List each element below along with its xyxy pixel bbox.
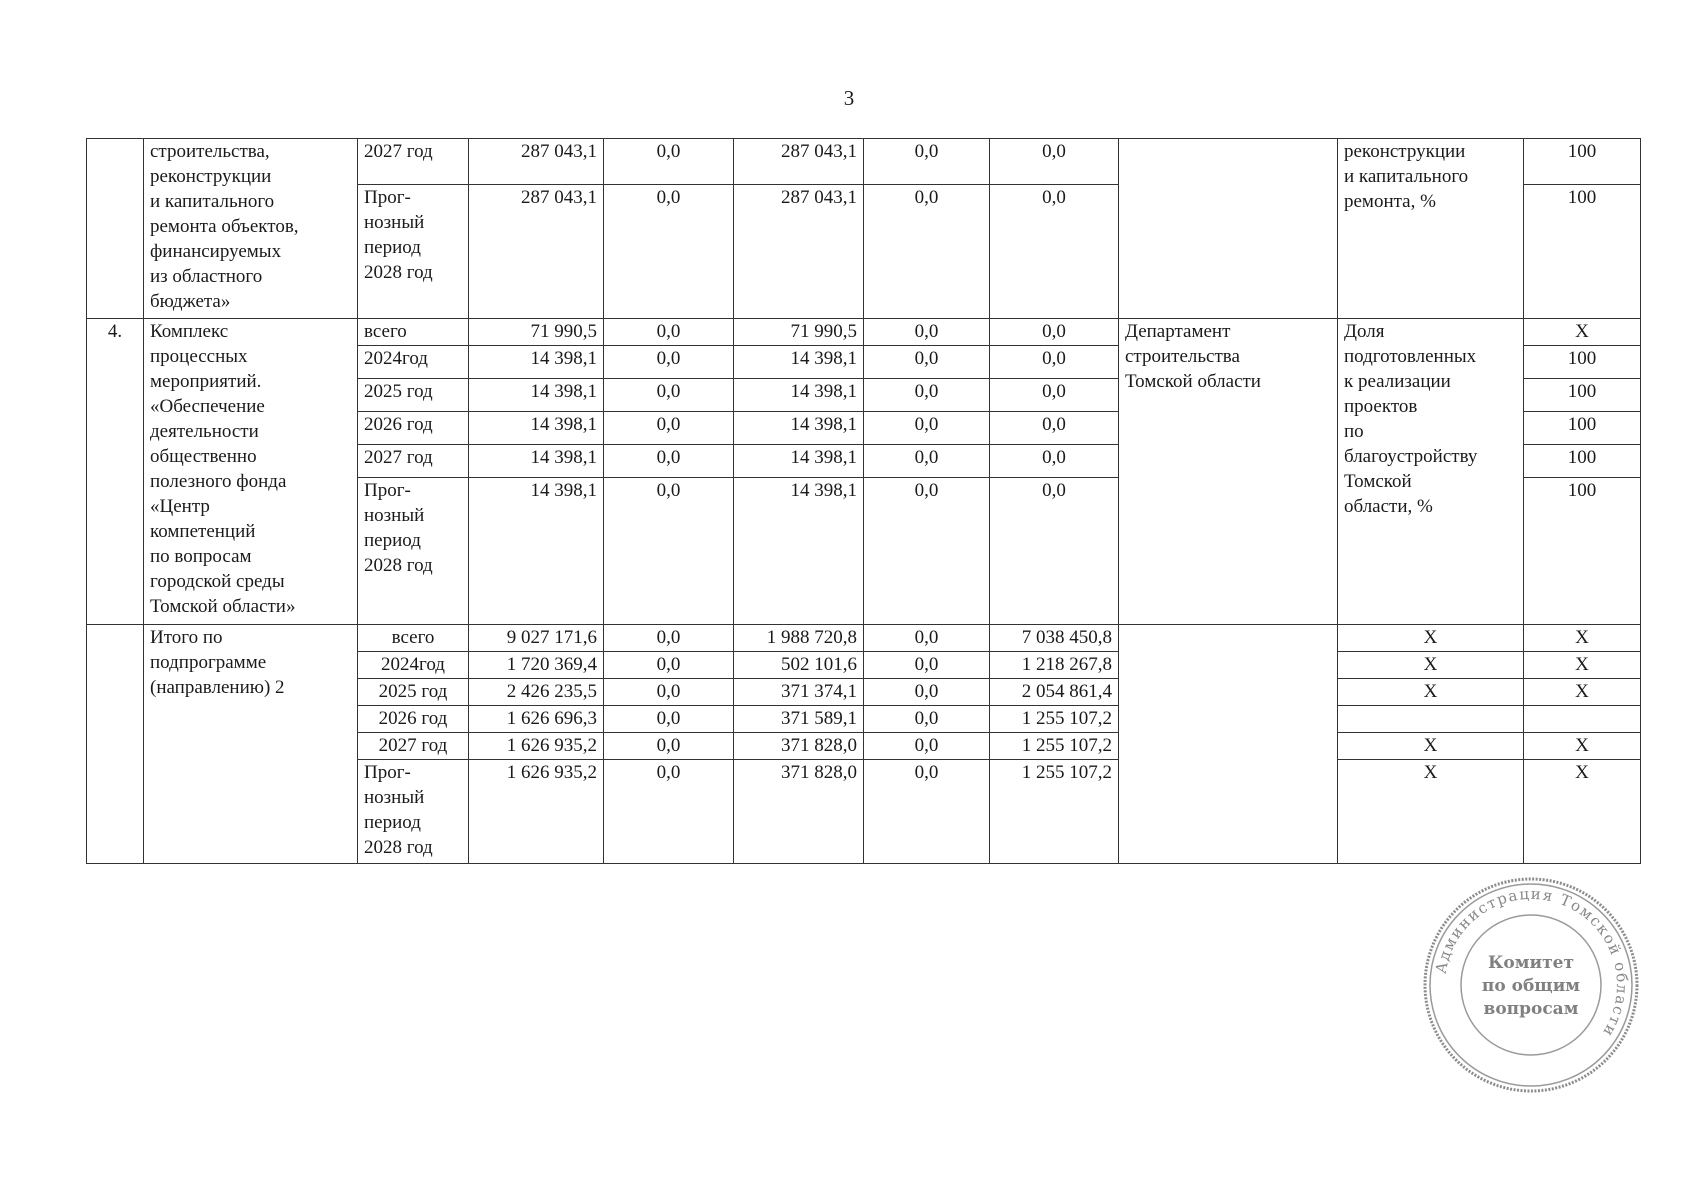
total-cell: 2 426 235,5 bbox=[469, 679, 604, 706]
period-label: 2027 год bbox=[378, 735, 448, 756]
regional-cell: 371 828,0 bbox=[734, 760, 864, 864]
federal-cell: 0,0 bbox=[604, 760, 734, 864]
indicator-value-cell bbox=[1524, 706, 1641, 733]
table-row bbox=[87, 319, 1641, 346]
federal-cell: 0,0 bbox=[604, 139, 734, 185]
indicator-value-cell: 100 bbox=[1524, 139, 1641, 185]
regional-cell: 502 101,6 bbox=[734, 652, 864, 679]
indicator-value-cell: 100 bbox=[1524, 445, 1641, 478]
row-index-cell bbox=[87, 139, 144, 319]
local-cell: 0,0 bbox=[864, 652, 990, 679]
period-label: 2025 год bbox=[364, 381, 433, 402]
indicator-value-cell: 100 bbox=[1524, 379, 1641, 412]
period-label: всего bbox=[364, 321, 407, 342]
page-number: 3 bbox=[843, 86, 855, 110]
period-label: 2027 год bbox=[364, 447, 433, 468]
local-cell: 0,0 bbox=[864, 679, 990, 706]
federal-cell: 0,0 bbox=[604, 412, 734, 445]
regional-cell: 14 398,1 bbox=[734, 478, 864, 625]
federal-cell: 0,0 bbox=[604, 706, 734, 733]
indicator-cell: X bbox=[1338, 652, 1524, 679]
period-cell bbox=[358, 319, 469, 346]
regional-cell: 14 398,1 bbox=[734, 379, 864, 412]
seal-ring-text: Администрация Томской области bbox=[1431, 884, 1632, 1041]
local-cell: 0,0 bbox=[864, 625, 990, 652]
seal-center-line-3: вопросам bbox=[1483, 999, 1579, 1019]
regional-cell: 1 988 720,8 bbox=[734, 625, 864, 652]
total-cell: 1 626 696,3 bbox=[469, 706, 604, 733]
period-cell bbox=[358, 379, 469, 412]
official-seal-stamp bbox=[1420, 874, 1642, 1096]
local-cell: 0,0 bbox=[864, 346, 990, 379]
federal-cell: 0,0 bbox=[604, 679, 734, 706]
executor-cell bbox=[1119, 319, 1338, 625]
row-index-cell: 4. bbox=[87, 319, 144, 625]
indicator-value-cell: X bbox=[1524, 625, 1641, 652]
other-cell: 0,0 bbox=[990, 478, 1119, 625]
other-cell: 0,0 bbox=[990, 139, 1119, 185]
total-cell: 14 398,1 bbox=[469, 346, 604, 379]
federal-cell: 0,0 bbox=[604, 185, 734, 319]
indicator-value-cell: X bbox=[1524, 319, 1641, 346]
seal-center-line-2: по общим bbox=[1481, 976, 1581, 996]
total-cell: 1 626 935,2 bbox=[469, 733, 604, 760]
period-label: 2024год bbox=[381, 654, 445, 675]
period-cell bbox=[358, 445, 469, 478]
local-cell: 0,0 bbox=[864, 733, 990, 760]
local-cell: 0,0 bbox=[864, 139, 990, 185]
other-cell: 0,0 bbox=[990, 185, 1119, 319]
period-cell bbox=[358, 706, 469, 733]
period-cell bbox=[358, 346, 469, 379]
period-cell bbox=[358, 412, 469, 445]
regional-cell: 287 043,1 bbox=[734, 185, 864, 319]
local-cell: 0,0 bbox=[864, 478, 990, 625]
indicator-value-cell: X bbox=[1524, 652, 1641, 679]
activity-name: Итого по подпрограмме (направлению) 2 bbox=[150, 627, 285, 698]
federal-cell: 0,0 bbox=[604, 733, 734, 760]
regional-cell: 14 398,1 bbox=[734, 346, 864, 379]
local-cell: 0,0 bbox=[864, 706, 990, 733]
row-index-cell bbox=[87, 625, 144, 864]
indicator-value-cell: X bbox=[1524, 679, 1641, 706]
period-cell bbox=[358, 139, 469, 185]
activity-name: строительства, реконструкции и капитального ремонта объектов, финансируемых из областного бюджета» bbox=[150, 141, 299, 312]
total-cell: 287 043,1 bbox=[469, 185, 604, 319]
federal-cell: 0,0 bbox=[604, 652, 734, 679]
federal-cell: 0,0 bbox=[604, 445, 734, 478]
period-label: всего bbox=[391, 627, 435, 648]
regional-cell: 14 398,1 bbox=[734, 412, 864, 445]
other-cell: 0,0 bbox=[990, 445, 1119, 478]
total-cell: 14 398,1 bbox=[469, 379, 604, 412]
regional-cell: 371 589,1 bbox=[734, 706, 864, 733]
other-cell: 1 255 107,2 bbox=[990, 760, 1119, 864]
activity-name: Комплекс процессных мероприятий. «Обеспечение деятельности общественно полезного фонда «Центр компетенций по вопросам городской среды Томской области» bbox=[150, 321, 296, 617]
seal-center-line-1: Комитет bbox=[1487, 953, 1575, 973]
period-cell bbox=[358, 478, 469, 625]
period-cell bbox=[358, 760, 469, 864]
other-cell: 1 255 107,2 bbox=[990, 706, 1119, 733]
table-row bbox=[87, 625, 1641, 652]
period-cell bbox=[358, 733, 469, 760]
period-label: Прог- нозный период 2028 год bbox=[364, 762, 433, 858]
period-label: Прог- нозный период 2028 год bbox=[364, 480, 433, 576]
period-label: 2025 год bbox=[378, 681, 448, 702]
indicator-cell: X bbox=[1338, 679, 1524, 706]
indicator-value-cell: X bbox=[1524, 733, 1641, 760]
total-cell: 14 398,1 bbox=[469, 412, 604, 445]
period-cell bbox=[358, 625, 469, 652]
federal-cell: 0,0 bbox=[604, 346, 734, 379]
federal-cell: 0,0 bbox=[604, 319, 734, 346]
local-cell: 0,0 bbox=[864, 445, 990, 478]
other-cell: 1 255 107,2 bbox=[990, 733, 1119, 760]
activity-name-cell bbox=[144, 139, 358, 319]
indicator-value-cell: 100 bbox=[1524, 478, 1641, 625]
total-cell: 287 043,1 bbox=[469, 139, 604, 185]
local-cell: 0,0 bbox=[864, 319, 990, 346]
indicator-value-cell: 100 bbox=[1524, 185, 1641, 319]
indicator-name: Доля подготовленных к реализации проектов по благоустройству Томской области, % bbox=[1344, 321, 1478, 517]
other-cell: 2 054 861,4 bbox=[990, 679, 1119, 706]
budget-table bbox=[86, 138, 1641, 864]
local-cell: 0,0 bbox=[864, 412, 990, 445]
indicator-cell: X bbox=[1338, 760, 1524, 864]
local-cell: 0,0 bbox=[864, 760, 990, 864]
total-cell: 71 990,5 bbox=[469, 319, 604, 346]
period-label: 2026 год bbox=[378, 708, 448, 729]
period-cell bbox=[358, 652, 469, 679]
indicator-cell bbox=[1338, 139, 1524, 319]
period-cell bbox=[358, 185, 469, 319]
period-label: 2026 год bbox=[364, 414, 433, 435]
indicator-name: реконструкции и капитального ремонта, % bbox=[1344, 141, 1469, 212]
regional-cell: 71 990,5 bbox=[734, 319, 864, 346]
other-cell: 0,0 bbox=[990, 412, 1119, 445]
total-cell: 1 720 369,4 bbox=[469, 652, 604, 679]
indicator-cell bbox=[1338, 319, 1524, 625]
other-cell: 0,0 bbox=[990, 346, 1119, 379]
table-row bbox=[87, 139, 1641, 185]
period-label: 2027 год bbox=[364, 141, 433, 162]
other-cell: 0,0 bbox=[990, 319, 1119, 346]
total-cell: 14 398,1 bbox=[469, 445, 604, 478]
other-cell: 1 218 267,8 bbox=[990, 652, 1119, 679]
federal-cell: 0,0 bbox=[604, 379, 734, 412]
period-cell bbox=[358, 679, 469, 706]
indicator-value-cell: 100 bbox=[1524, 412, 1641, 445]
regional-cell: 14 398,1 bbox=[734, 445, 864, 478]
local-cell: 0,0 bbox=[864, 185, 990, 319]
activity-name-cell bbox=[144, 625, 358, 864]
indicator-cell: X bbox=[1338, 625, 1524, 652]
executor-cell bbox=[1119, 625, 1338, 864]
executor-cell bbox=[1119, 139, 1338, 319]
total-cell: 9 027 171,6 bbox=[469, 625, 604, 652]
period-label: Прог- нозный период 2028 год bbox=[364, 187, 433, 283]
regional-cell: 287 043,1 bbox=[734, 139, 864, 185]
total-cell: 1 626 935,2 bbox=[469, 760, 604, 864]
executor-name: Департамент строительства Томской области bbox=[1125, 321, 1261, 392]
total-cell: 14 398,1 bbox=[469, 478, 604, 625]
indicator-cell bbox=[1338, 706, 1524, 733]
other-cell: 0,0 bbox=[990, 379, 1119, 412]
period-label: 2024год bbox=[364, 348, 428, 369]
federal-cell: 0,0 bbox=[604, 478, 734, 625]
indicator-cell: X bbox=[1338, 733, 1524, 760]
activity-name-cell bbox=[144, 319, 358, 625]
indicator-value-cell: 100 bbox=[1524, 346, 1641, 379]
indicator-value-cell: X bbox=[1524, 760, 1641, 864]
regional-cell: 371 374,1 bbox=[734, 679, 864, 706]
federal-cell: 0,0 bbox=[604, 625, 734, 652]
other-cell: 7 038 450,8 bbox=[990, 625, 1119, 652]
local-cell: 0,0 bbox=[864, 379, 990, 412]
regional-cell: 371 828,0 bbox=[734, 733, 864, 760]
